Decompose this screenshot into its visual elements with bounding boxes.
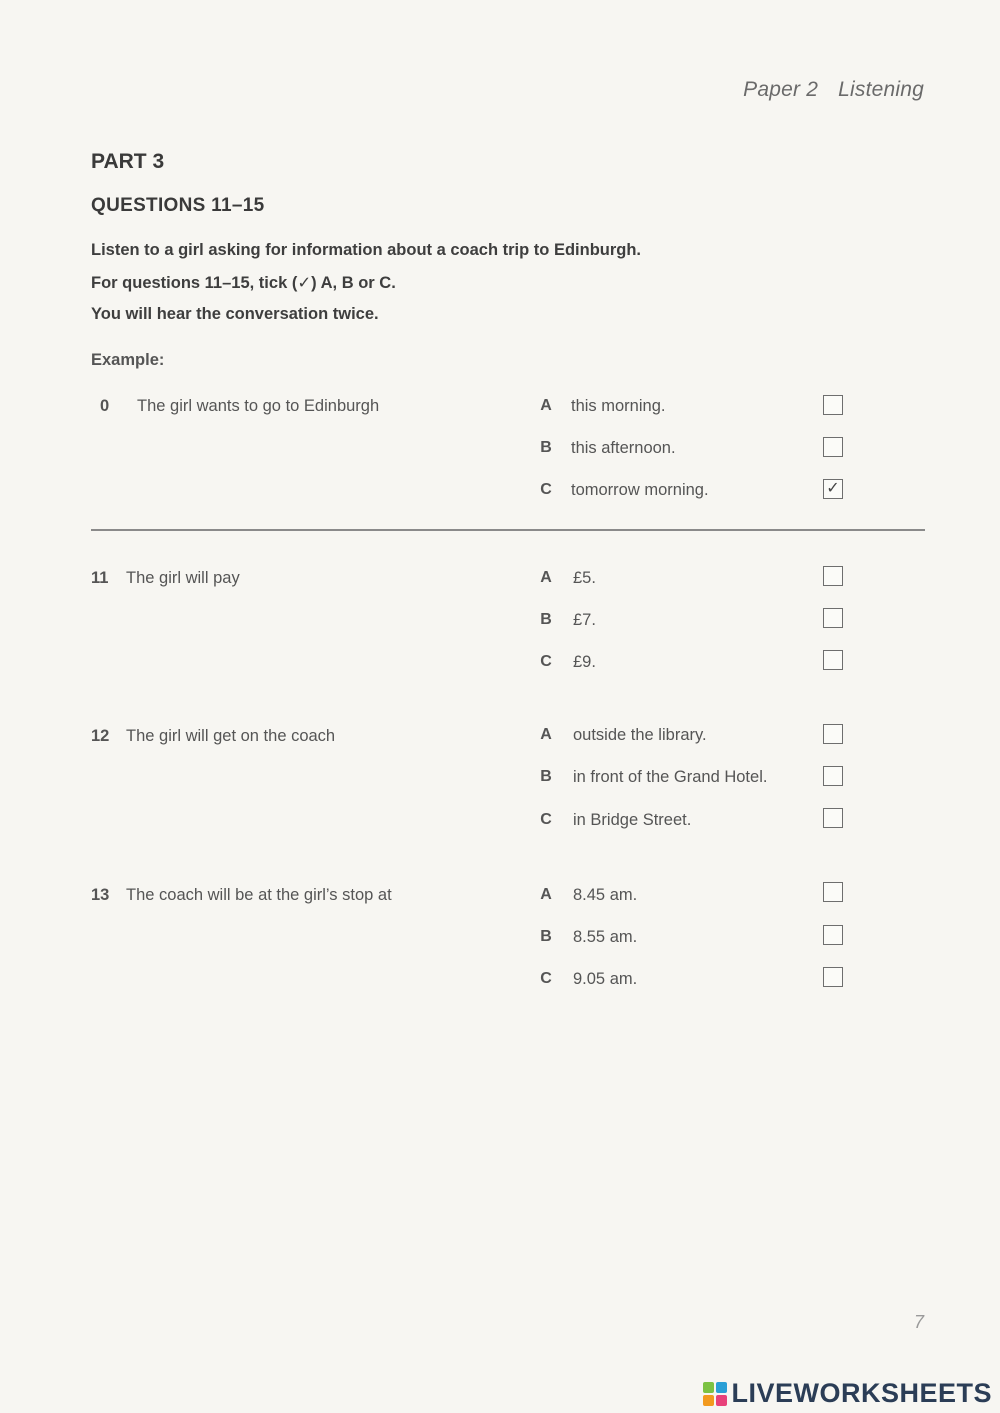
answer-checkbox[interactable] — [823, 967, 843, 987]
instruction-line: For questions 11–15, tick (✓) A, B or C. — [91, 274, 396, 292]
logo-mark-icon — [703, 1382, 727, 1406]
answer-checkbox[interactable] — [823, 808, 843, 828]
option-letter: B — [540, 439, 552, 456]
page-header — [743, 78, 924, 102]
page-number: 7 — [913, 1312, 924, 1332]
option-letter: A — [540, 397, 552, 414]
option-letter: C — [540, 653, 552, 670]
option-text: 9.05 am. — [573, 970, 638, 988]
option-letter: A — [540, 726, 552, 743]
option-letter: B — [540, 768, 552, 785]
answer-checkbox[interactable] — [823, 766, 843, 786]
part-title: PART 3 — [91, 150, 165, 173]
question-number: 12 — [91, 727, 110, 745]
option-text: £9. — [573, 653, 596, 671]
option-text: £5. — [573, 569, 596, 587]
option-text: 8.45 am. — [573, 886, 638, 904]
option-letter: C — [540, 481, 552, 498]
answer-checkbox[interactable] — [823, 882, 843, 902]
example-label: Example: — [91, 351, 165, 369]
answer-checkbox[interactable] — [823, 437, 843, 457]
logo-square-icon — [716, 1382, 727, 1393]
option-letter: A — [540, 569, 552, 586]
option-text: this morning. — [571, 397, 666, 415]
option-text: this afternoon. — [571, 439, 676, 457]
question-range: QUESTIONS 11–15 — [91, 195, 265, 216]
instruction-line: Listen to a girl asking for information about a coach trip to Edinburgh. — [91, 241, 642, 259]
answer-checkbox-checked[interactable]: ✓ — [823, 479, 843, 499]
option-text: in Bridge Street. — [573, 811, 692, 829]
question-number: 13 — [91, 886, 110, 904]
question-number: 11 — [91, 569, 109, 587]
brand-name: LIVEWORKSHEETS — [731, 1378, 992, 1408]
option-letter: C — [540, 970, 552, 987]
section-divider — [91, 529, 925, 531]
answer-checkbox[interactable] — [823, 925, 843, 945]
option-text: tomorrow morning. — [571, 481, 709, 499]
liveworksheets-logo[interactable] — [703, 1378, 992, 1409]
question-text: The coach will be at the girl’s stop at — [126, 886, 392, 904]
paper-label: Paper 2 — [743, 78, 819, 101]
option-letter: C — [540, 811, 552, 828]
answer-checkbox[interactable] — [823, 395, 843, 415]
question-number: 0 — [100, 397, 110, 415]
option-text: 8.55 am. — [573, 928, 638, 946]
instruction-line: You will hear the conversation twice. — [91, 305, 379, 323]
logo-square-icon — [716, 1395, 727, 1406]
option-letter: A — [540, 886, 552, 903]
question-text: The girl wants to go to Edinburgh — [137, 397, 380, 415]
answer-checkbox[interactable] — [823, 608, 843, 628]
question-text: The girl will pay — [126, 569, 240, 587]
section-label: Listening — [838, 78, 924, 101]
answer-checkbox[interactable] — [823, 566, 843, 586]
option-text: £7. — [573, 611, 596, 629]
logo-square-icon — [703, 1395, 714, 1406]
option-letter: B — [540, 928, 552, 945]
logo-square-icon — [703, 1382, 714, 1393]
option-text: in front of the Grand Hotel. — [573, 768, 768, 786]
question-text: The girl will get on the coach — [126, 727, 336, 745]
option-text: outside the library. — [573, 726, 707, 744]
answer-checkbox[interactable] — [823, 650, 843, 670]
option-letter: B — [540, 611, 552, 628]
answer-checkbox[interactable] — [823, 724, 843, 744]
